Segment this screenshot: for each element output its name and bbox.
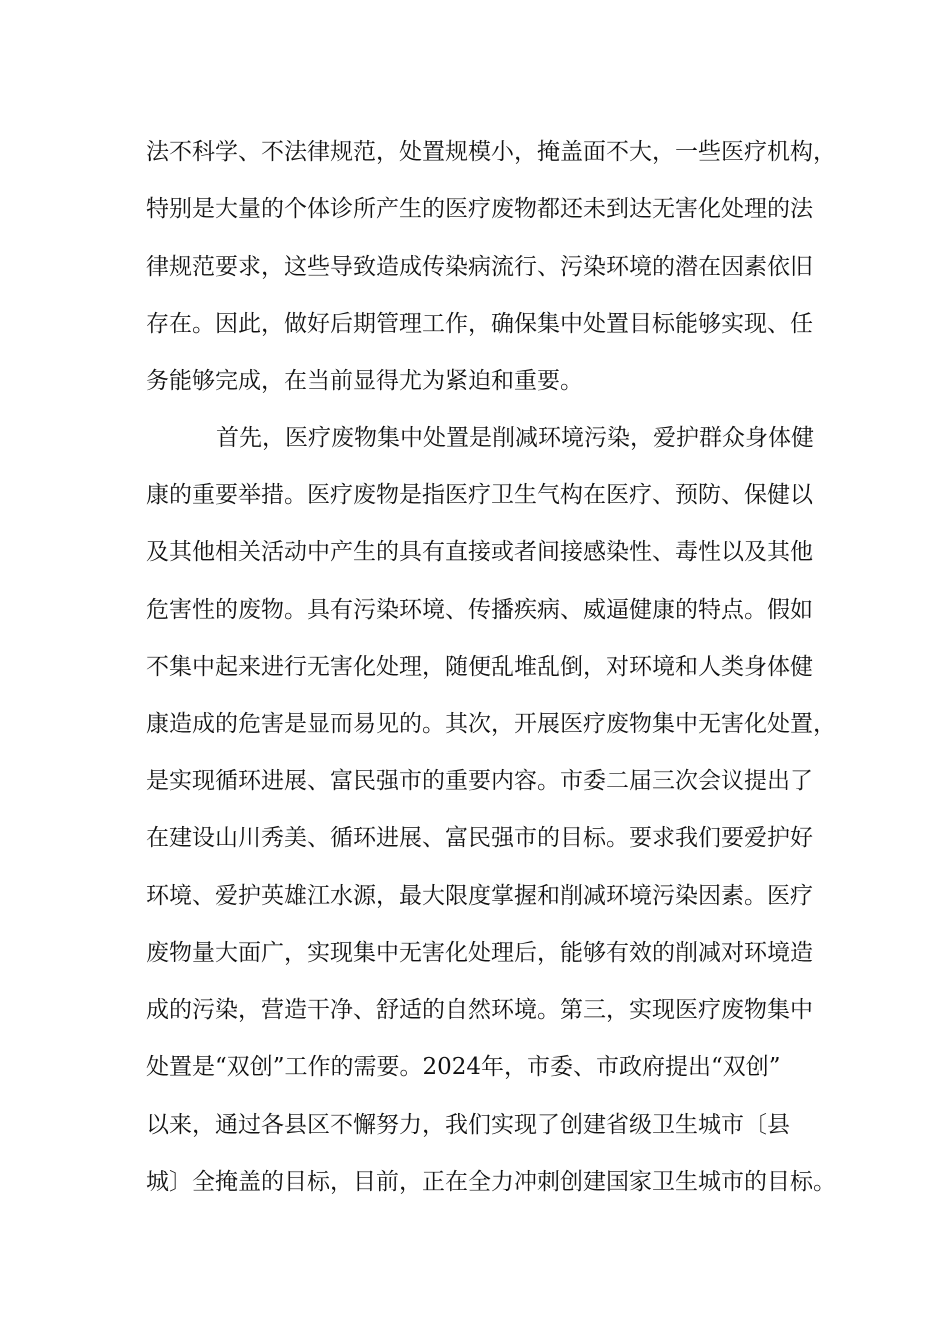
text-line: 务能够完成，在当前显得尤为紧迫和重要。 bbox=[146, 368, 583, 394]
text-line: 成的污染，营造干净、舒适的自然环境。第三，实现医疗废物集中 bbox=[146, 997, 813, 1023]
text-line: 以来，通过各县区不懈努力，我们实现了创建省级卫生城市〔县 bbox=[146, 1112, 790, 1138]
text-line: 不集中起来进行无害化处理，随便乱堆乱倒，对环境和人类身体健 bbox=[146, 654, 813, 680]
text-line: 城〕全掩盖的目标，目前，正在全力冲刺创建国家卫生城市的目标。 bbox=[146, 1169, 836, 1195]
text-line: 环境、爱护英雄江水源，最大限度掌握和削减环境污染因素。医疗 bbox=[146, 883, 813, 909]
text-line: 存在。因此，做好后期管理工作，确保集中处置目标能够实现、任 bbox=[146, 311, 813, 337]
text-line: 律规范要求，这些导致造成传染病流行、污染环境的潜在因素依旧 bbox=[146, 254, 813, 280]
text-line: 在建设山川秀美、循环进展、富民强市的目标。要求我们要爱护好 bbox=[146, 825, 813, 851]
text-line: 危害性的废物。具有污染环境、传播疾病、威逼健康的特点。假如 bbox=[146, 597, 813, 623]
text-line: 康的重要举措。医疗废物是指医疗卫生气构在医疗、预防、保健以 bbox=[146, 482, 813, 508]
text-line: 废物量大面广，实现集中无害化处理后，能够有效的削减对环境造 bbox=[146, 940, 813, 966]
text-line: 是实现循环进展、富民强市的重要内容。市委二届三次会议提出了 bbox=[146, 768, 813, 794]
paragraph-first-line: 首先，医疗废物集中处置是削减环境污染，爱护群众身体健 bbox=[216, 425, 814, 451]
text-line: 及其他相关活动中产生的具有直接或者间接感染性、毒性以及其他 bbox=[146, 539, 813, 565]
text-line: 康造成的危害是显而易见的。其次，开展医疗废物集中无害化处置， bbox=[146, 711, 836, 737]
text-line: 特别是大量的个体诊所产生的医疗废物都还未到达无害化处理的法 bbox=[146, 196, 813, 222]
text-line: 法不科学、不法律规范，处置规模小，掩盖面不大，一些医疗机构， bbox=[146, 139, 836, 165]
text-line: 处置是“双创”工作的需要。2024年，市委、市政府提出“双创” bbox=[146, 1054, 781, 1080]
